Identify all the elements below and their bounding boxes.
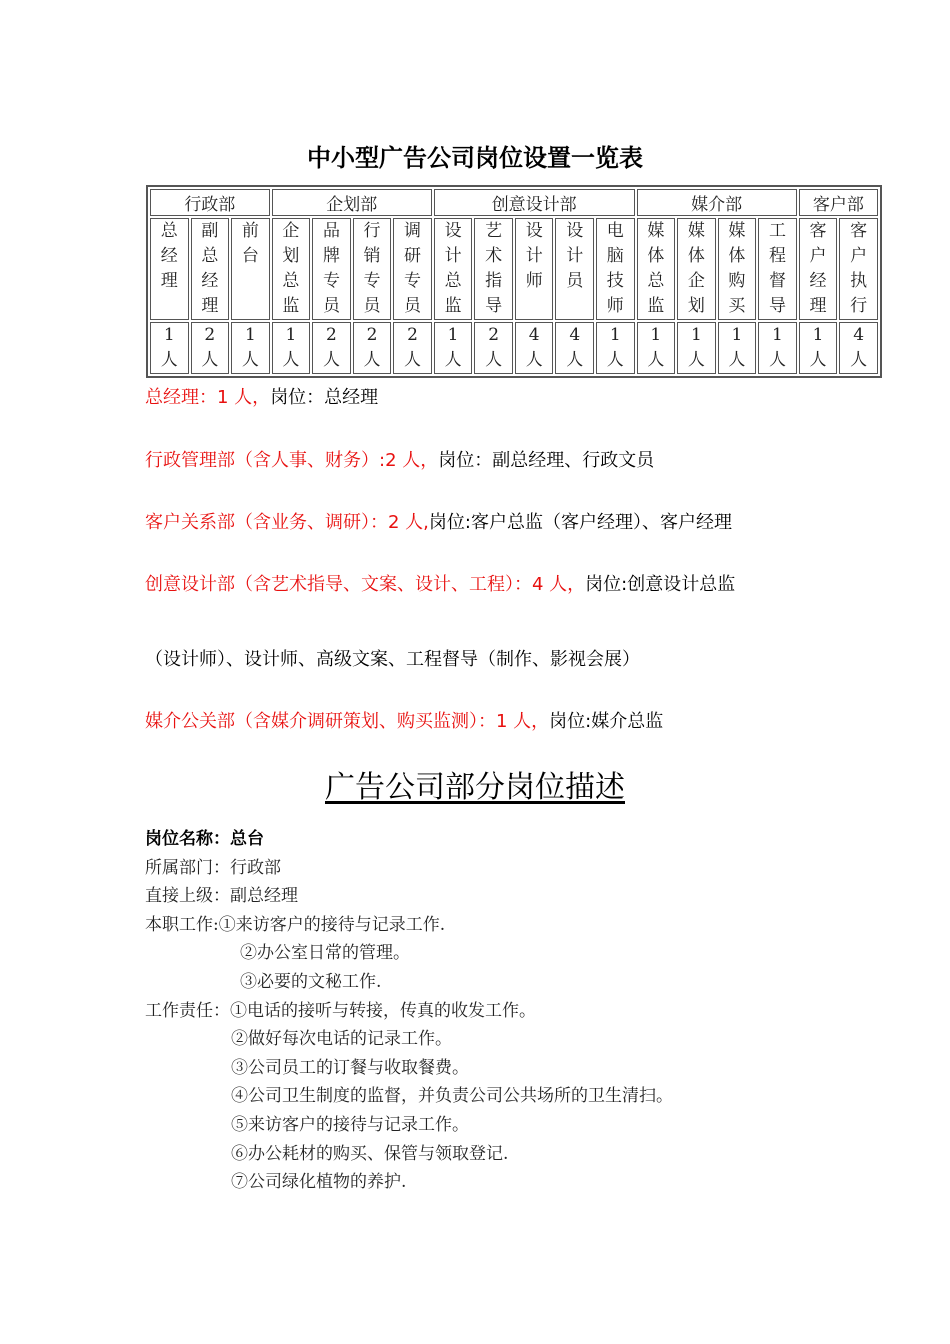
count-cell — [312, 322, 351, 374]
summary-black: 岗位:客户总监（客户经理）、客户经理 — [428, 512, 732, 533]
count-cell — [474, 322, 513, 374]
position-cell — [312, 218, 351, 320]
position-cell — [637, 218, 676, 320]
duty-item: ①来访客户的接待与记录工作. — [218, 914, 446, 935]
summary-line — [145, 508, 732, 534]
position-cell — [393, 218, 432, 320]
count-label: 2人 — [363, 325, 381, 370]
department-row — [150, 189, 878, 216]
resp-item: ③公司员工的订餐与收取餐费。 — [231, 1057, 469, 1078]
summary-red: 媒介公关部（含媒介调研策划、购买监测）：1 人， — [145, 711, 550, 732]
resp-item: ⑤来访客户的接待与记录工作。 — [231, 1114, 469, 1135]
count-row — [150, 322, 878, 374]
position-label: 客户执行 — [850, 221, 868, 316]
position-label: 电脑技师 — [606, 221, 624, 316]
position-label: 艺术指导 — [485, 221, 503, 316]
superior-line: 直接上级：副总经理 — [145, 886, 298, 907]
count-label: 1人 — [606, 325, 624, 370]
position-label: 品牌专员 — [322, 221, 340, 316]
count-label: 1人 — [687, 325, 705, 370]
position-cell — [191, 218, 230, 320]
duty-item: ②办公室日常的管理。 — [240, 943, 410, 964]
dept-cell: 行政部 — [150, 189, 270, 216]
count-cell — [758, 322, 797, 374]
count-cell — [393, 322, 432, 374]
summary-black: 岗位：总经理 — [270, 387, 379, 408]
count-cell — [839, 322, 878, 374]
count-label: 1人 — [241, 325, 259, 370]
count-label: 2人 — [485, 325, 503, 370]
count-cell — [637, 322, 676, 374]
duty-item: ③必要的文秘工作. — [240, 971, 382, 992]
count-label: 4人 — [850, 325, 868, 370]
resp-item: ②做好每次电话的记录工作。 — [231, 1029, 452, 1050]
position-cell — [515, 218, 554, 320]
count-label: 1人 — [728, 325, 746, 370]
resp-item: ①电话的接听与转接，传真的收发工作。 — [230, 1000, 536, 1021]
position-label: 工程督导 — [768, 221, 786, 316]
position-label: 副总经理 — [201, 221, 219, 316]
summary-red: 客户关系部（含业务、调研）：2 人, — [145, 512, 429, 533]
position-name: 岗位名称：总台 — [145, 829, 264, 849]
summary-black: 岗位:创意设计总监 — [585, 574, 736, 595]
position-cell — [474, 218, 513, 320]
count-label: 1人 — [160, 325, 178, 370]
position-label: 媒体企划 — [687, 221, 705, 316]
summary-line — [145, 645, 640, 671]
dept-cell: 企划部 — [272, 189, 432, 216]
duties-line — [145, 911, 673, 940]
summary-red: 行政管理部（含人事、财务）:2 人， — [145, 450, 439, 471]
resp-item: ⑥办公耗材的购买、保管与领取登记. — [231, 1143, 509, 1164]
count-cell — [272, 322, 311, 374]
resp-item: ⑦公司绿化植物的养护. — [231, 1172, 407, 1193]
position-cell — [758, 218, 797, 320]
count-cell — [150, 322, 189, 374]
summary-line — [145, 707, 663, 733]
summary-line — [145, 570, 735, 596]
count-label: 2人 — [322, 325, 340, 370]
position-label: 媒体购买 — [728, 221, 746, 316]
position-cell — [596, 218, 635, 320]
position-cell — [799, 218, 838, 320]
summary-red: 创意设计部（含艺术指导、文案、设计、工程）：4 人， — [145, 574, 586, 595]
count-cell — [596, 322, 635, 374]
resp-label: 工作责任： — [145, 1000, 230, 1021]
summary-line — [145, 446, 654, 472]
position-cell — [555, 218, 594, 320]
position-cell — [839, 218, 878, 320]
resp-line — [145, 997, 673, 1026]
description-title: 广告公司部分岗位描述 — [325, 770, 625, 805]
count-label: 1人 — [444, 325, 462, 370]
count-label: 1人 — [809, 325, 827, 370]
count-label: 1人 — [282, 325, 300, 370]
count-cell — [231, 322, 270, 374]
count-cell — [353, 322, 392, 374]
position-description — [145, 825, 673, 1197]
dept-cell: 创意设计部 — [434, 189, 635, 216]
position-row — [150, 218, 878, 320]
table-title: 中小型广告公司岗位设置一览表 — [307, 143, 643, 172]
position-cell — [272, 218, 311, 320]
summary-black: 岗位:媒介总监 — [549, 711, 664, 732]
position-label: 设计师 — [525, 221, 543, 291]
summary-black: 岗位：副总经理、行政文员 — [438, 450, 655, 471]
position-label: 前台 — [241, 221, 259, 266]
position-cell — [718, 218, 757, 320]
position-label: 调研专员 — [404, 221, 422, 316]
summary-line — [145, 383, 378, 409]
position-cell — [353, 218, 392, 320]
position-cell — [150, 218, 189, 320]
summary-black: （设计师）、设计师、高级文案、工程督导（制作、影视会展） — [145, 649, 640, 670]
position-cell — [231, 218, 270, 320]
count-cell — [718, 322, 757, 374]
count-cell — [434, 322, 473, 374]
count-label: 4人 — [566, 325, 584, 370]
count-cell — [191, 322, 230, 374]
position-label: 设计总监 — [444, 221, 462, 316]
count-label: 1人 — [647, 325, 665, 370]
department-line: 所属部门：行政部 — [145, 857, 281, 878]
dept-cell: 客户部 — [799, 189, 878, 216]
position-label: 企划总监 — [282, 221, 300, 316]
duties-label: 本职工作: — [145, 914, 219, 935]
count-cell — [515, 322, 554, 374]
count-cell — [799, 322, 838, 374]
count-label: 4人 — [525, 325, 543, 370]
count-label: 2人 — [201, 325, 219, 370]
position-label: 总经理 — [160, 221, 178, 291]
position-cell — [677, 218, 716, 320]
position-label: 客户经理 — [809, 221, 827, 316]
position-label: 媒体总监 — [647, 221, 665, 316]
count-cell — [555, 322, 594, 374]
summary-red: 总经理：1 人， — [145, 387, 271, 408]
resp-item: ④公司卫生制度的监督，并负责公司公共场所的卫生清扫。 — [231, 1086, 673, 1107]
count-label: 2人 — [404, 325, 422, 370]
count-cell — [677, 322, 716, 374]
org-table — [146, 185, 882, 378]
position-label: 行销专员 — [363, 221, 381, 316]
position-label: 设计员 — [566, 221, 584, 291]
position-cell — [434, 218, 473, 320]
dept-cell: 媒介部 — [637, 189, 797, 216]
count-label: 1人 — [768, 325, 786, 370]
